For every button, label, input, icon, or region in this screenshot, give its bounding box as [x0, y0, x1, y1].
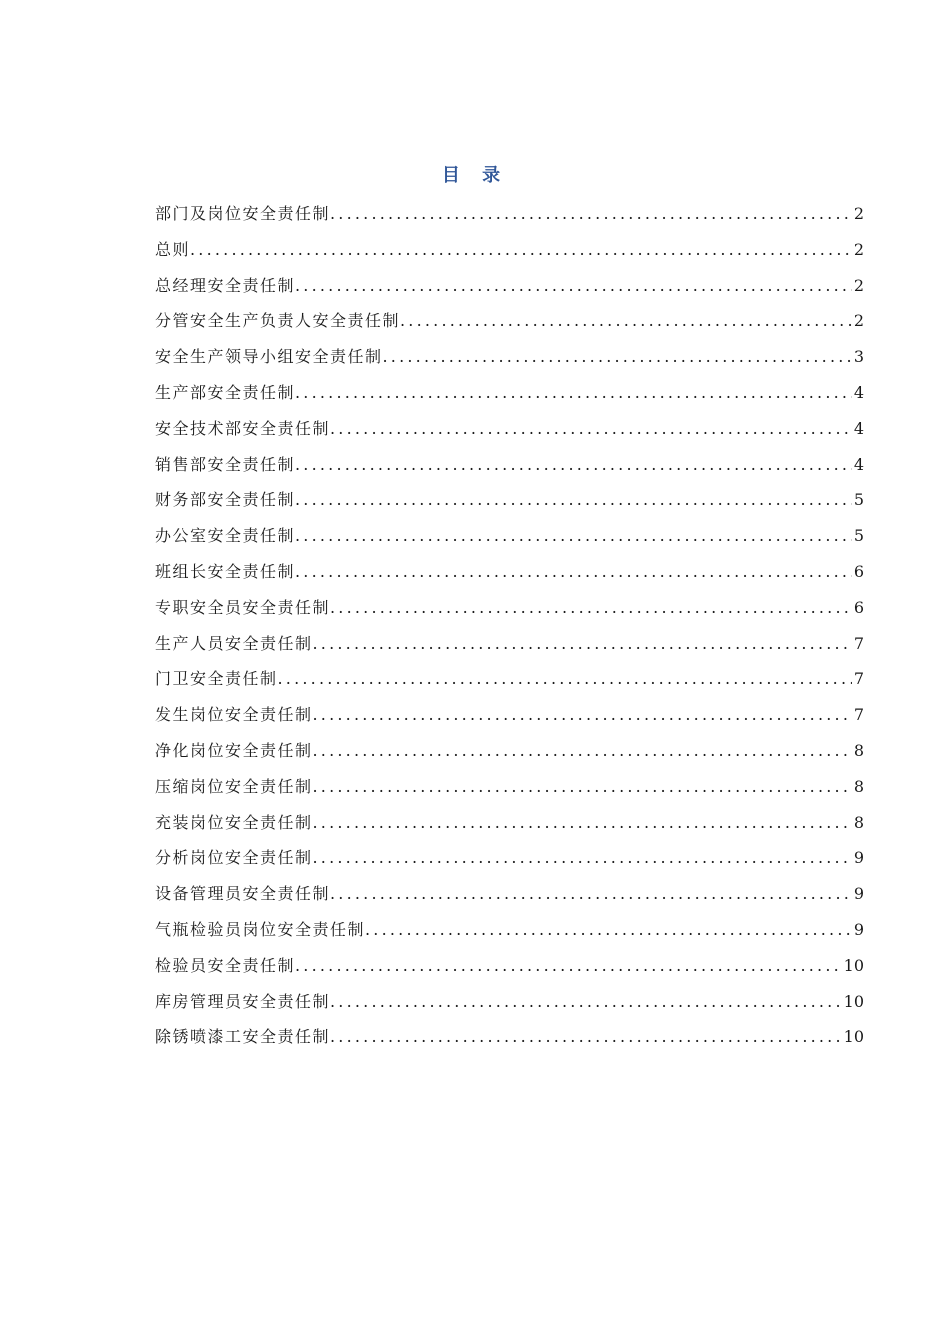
toc-entry[interactable] [155, 411, 864, 447]
toc-dot-leader [330, 196, 852, 232]
toc-dot-leader [278, 661, 852, 697]
toc-entry-label: 发生岗位安全责任制 [155, 705, 313, 725]
toc-dot-leader [295, 268, 852, 304]
toc-entry[interactable] [155, 375, 864, 411]
toc-dot-leader [295, 375, 852, 411]
toc-entry[interactable] [155, 554, 864, 590]
toc-dot-leader [295, 554, 852, 590]
toc-entry[interactable] [155, 447, 864, 483]
toc-page-number: 8 [853, 740, 864, 760]
toc-page-number: 9 [853, 848, 864, 868]
toc-entry[interactable] [155, 661, 864, 697]
toc-page-number: 10 [843, 1027, 864, 1047]
toc-page-number: 2 [853, 204, 864, 223]
toc-page-number: 10 [843, 991, 864, 1011]
toc-page-number: 2 [853, 239, 864, 259]
toc-page-number: 9 [853, 919, 864, 939]
toc-dot-leader [295, 447, 852, 483]
toc-page-number: 3 [853, 347, 864, 367]
toc-entry[interactable] [155, 339, 864, 375]
toc-entry-label: 办公室安全责任制 [155, 526, 296, 546]
toc-entry[interactable] [155, 984, 864, 1020]
toc-entry[interactable] [155, 268, 864, 304]
toc-entry-label: 专职安全员安全责任制 [155, 597, 331, 617]
toc-page-number: 7 [853, 705, 864, 725]
toc-dot-leader [365, 912, 852, 948]
toc-entry-label: 检验员安全责任制 [155, 955, 296, 975]
toc-page-number: 7 [853, 633, 864, 653]
toc-entry-label: 销售部安全责任制 [155, 454, 296, 474]
toc-entry[interactable] [155, 840, 864, 876]
toc-entry-label: 安全生产领导小组安全责任制 [155, 347, 383, 367]
toc-entry[interactable] [155, 912, 864, 948]
toc-dot-leader [295, 948, 842, 984]
toc-entry-label: 班组长安全责任制 [155, 561, 296, 581]
toc-dot-leader [330, 1019, 842, 1055]
toc-entry[interactable] [155, 805, 864, 841]
toc-entry[interactable] [155, 196, 864, 232]
toc-entry-label: 充装岗位安全责任制 [155, 812, 313, 832]
toc-dot-leader [313, 840, 852, 876]
toc-entry[interactable] [155, 482, 864, 518]
toc-page-number: 4 [853, 382, 864, 402]
toc-page-number: 4 [853, 454, 864, 474]
toc-page-number: 8 [853, 776, 864, 796]
toc-dot-leader [330, 411, 852, 447]
toc-dot-leader [330, 876, 852, 912]
toc-entry-label: 净化岗位安全责任制 [155, 740, 313, 760]
toc-dot-leader [190, 232, 852, 268]
toc-page-number: 5 [853, 526, 864, 546]
toc-entry-label: 设备管理员安全责任制 [155, 884, 331, 904]
toc-list [155, 196, 864, 1055]
toc-entry-label: 除锈喷漆工安全责任制 [155, 1027, 331, 1047]
toc-entry[interactable] [155, 232, 864, 268]
toc-page-number: 6 [853, 561, 864, 581]
toc-dot-leader [313, 626, 852, 662]
toc-entry-label: 财务部安全责任制 [155, 490, 296, 510]
toc-dot-leader [400, 303, 852, 339]
toc-entry-label: 分析岗位安全责任制 [155, 848, 313, 868]
toc-page-number: 10 [843, 955, 864, 975]
toc-entry[interactable] [155, 948, 864, 984]
toc-dot-leader [330, 590, 852, 626]
toc-page-number: 4 [853, 418, 864, 438]
toc-page-number: 9 [853, 884, 864, 904]
toc-page-number: 8 [853, 812, 864, 832]
toc-entry-label: 气瓶检验员岗位安全责任制 [155, 919, 366, 939]
toc-dot-leader [313, 697, 852, 733]
toc-entry[interactable] [155, 626, 864, 662]
toc-dot-leader [295, 518, 852, 554]
toc-entry-label: 总则 [155, 239, 191, 259]
toc-page-number: 5 [853, 490, 864, 510]
toc-page-number: 7 [853, 669, 864, 689]
toc-entry-label: 库房管理员安全责任制 [155, 991, 331, 1011]
toc-page-number: 2 [853, 275, 864, 295]
toc-entry-label: 压缩岗位安全责任制 [155, 776, 313, 796]
toc-entry-label: 总经理安全责任制 [155, 275, 296, 295]
toc-dot-leader [313, 733, 852, 769]
toc-page-number: 6 [853, 597, 864, 617]
toc-entry[interactable] [155, 303, 864, 339]
toc-entry[interactable] [155, 590, 864, 626]
toc-entry-label: 分管安全生产负责人安全责任制 [155, 311, 401, 331]
toc-dot-leader [313, 769, 852, 805]
toc-title: 目 录 [441, 165, 509, 186]
toc-entry[interactable] [155, 697, 864, 733]
toc-entry-label: 生产部安全责任制 [155, 382, 296, 402]
toc-entry[interactable] [155, 1019, 864, 1055]
toc-entry-label: 门卫安全责任制 [155, 669, 278, 689]
toc-entry-label: 生产人员安全责任制 [155, 633, 313, 653]
toc-entry[interactable] [155, 876, 864, 912]
toc-entry[interactable] [155, 518, 864, 554]
toc-dot-leader [383, 339, 852, 375]
toc-dot-leader [330, 984, 842, 1020]
toc-entry-label: 部门及岗位安全责任制 [155, 204, 331, 223]
toc-dot-leader [313, 805, 852, 841]
toc-entry[interactable] [155, 769, 864, 805]
toc-entry-label: 安全技术部安全责任制 [155, 418, 331, 438]
toc-entry[interactable] [155, 733, 864, 769]
toc-page-number: 2 [853, 311, 864, 331]
toc-dot-leader [295, 482, 852, 518]
